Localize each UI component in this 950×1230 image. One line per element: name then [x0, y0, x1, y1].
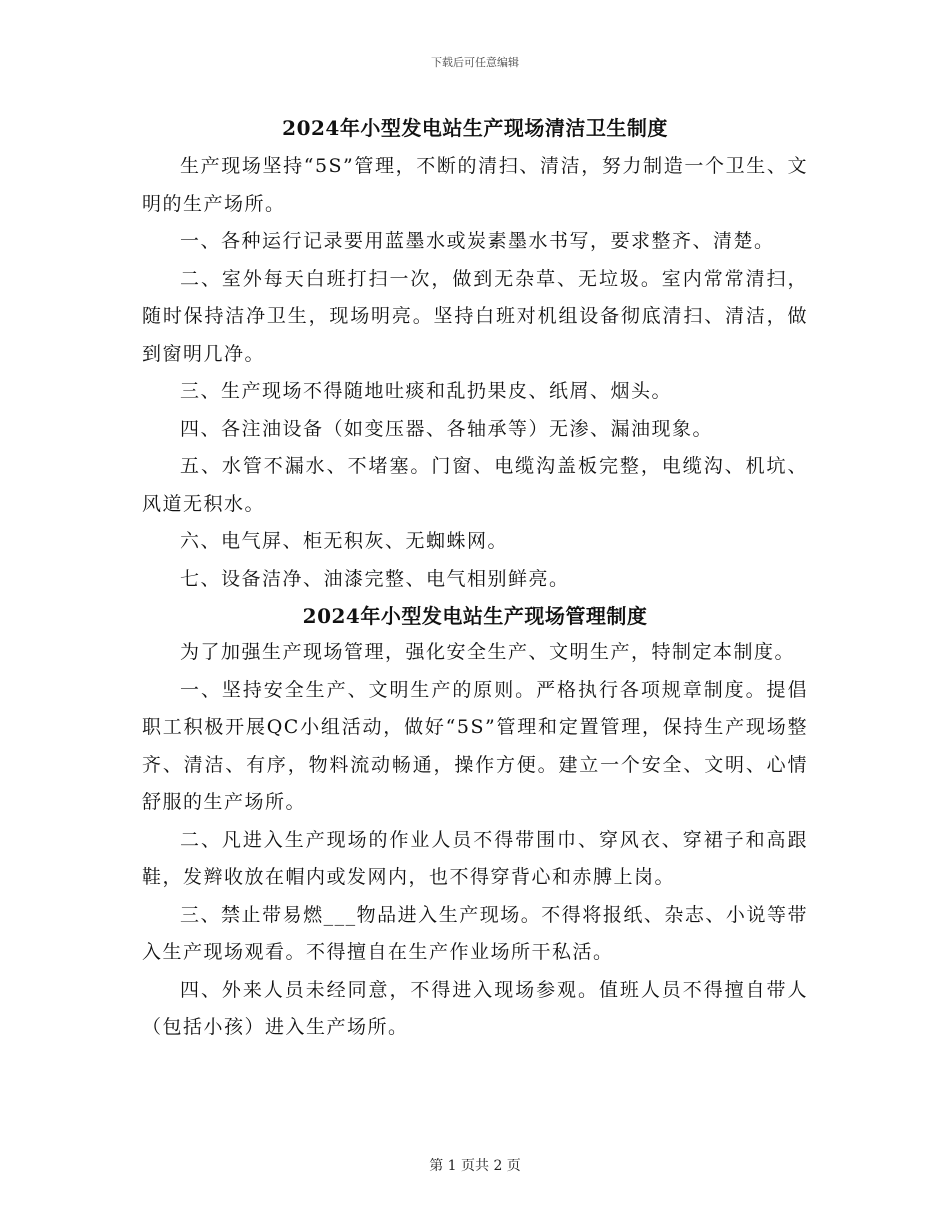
paragraph: 生产现场坚持“5S”管理，不断的清扫、清洁，努力制造一个卫生、文明的生产场所。	[142, 155, 808, 215]
paragraph: 四、外来人员未经同意，不得进入现场参观。值班人员不得擅自带人（包括小孩）进入生产场所。	[142, 978, 808, 1038]
page-header: 下载后可任意编辑	[431, 56, 519, 69]
page-footer: 第 1 页共 2 页	[429, 1158, 521, 1174]
paragraph: 五、水管不漏水、不堵塞。门窗、电缆沟盖板完整，电缆沟、机坑、风道无积水。	[142, 455, 808, 515]
paragraph: 三、禁止带易燃___物品进入生产现场。不得将报纸、杂志、小说等带入生产现场观看。不得擅自在生产作业场所干私活。	[142, 903, 808, 963]
paragraph: 三、生产现场不得随地吐痰和乱扔果皮、纸屑、烟头。	[180, 380, 673, 402]
paragraph: 一、坚持安全生产、文明生产的原则。严格执行各项规章制度。提倡职工积极开展QC小组活动，做好“5S”管理和定置管理，保持生产现场整齐、清洁、有序，物料流动畅通，操作方便。建立一个安全、文明、心情舒服的生产场所。	[142, 678, 808, 813]
paragraph: 二、凡进入生产现场的作业人员不得带围巾、穿风衣、穿裙子和高跟鞋，发辫收放在帽内或发网内，也不得穿背心和赤膊上岗。	[142, 828, 808, 888]
document-title-cleaning: 2024年小型发电站生产现场清洁卫生制度	[282, 116, 668, 140]
paragraph: 一、各种运行记录要用蓝墨水或炭素墨水书写，要求整齐、清楚。	[180, 230, 775, 252]
document-title-management: 2024年小型发电站生产现场管理制度	[302, 604, 648, 628]
paragraph: 为了加强生产现场管理，强化安全生产、文明生产，特制定本制度。	[180, 641, 796, 663]
paragraph: 四、各注油设备（如变压器、各轴承等）无渗、漏油现象。	[180, 417, 714, 440]
paragraph: 六、电气屏、柜无积灰、无蜘蛛网。	[180, 530, 509, 552]
paragraph: 七、设备洁净、油漆完整、电气相别鲜亮。	[180, 567, 570, 590]
document-body	[142, 110, 808, 1047]
paragraph: 二、室外每天白班打扫一次，做到无杂草、无垃圾。室内常常清扫，随时保持洁净卫生，现场明亮。坚持白班对机组设备彻底清扫、清洁，做到窗明几净。	[142, 267, 808, 365]
